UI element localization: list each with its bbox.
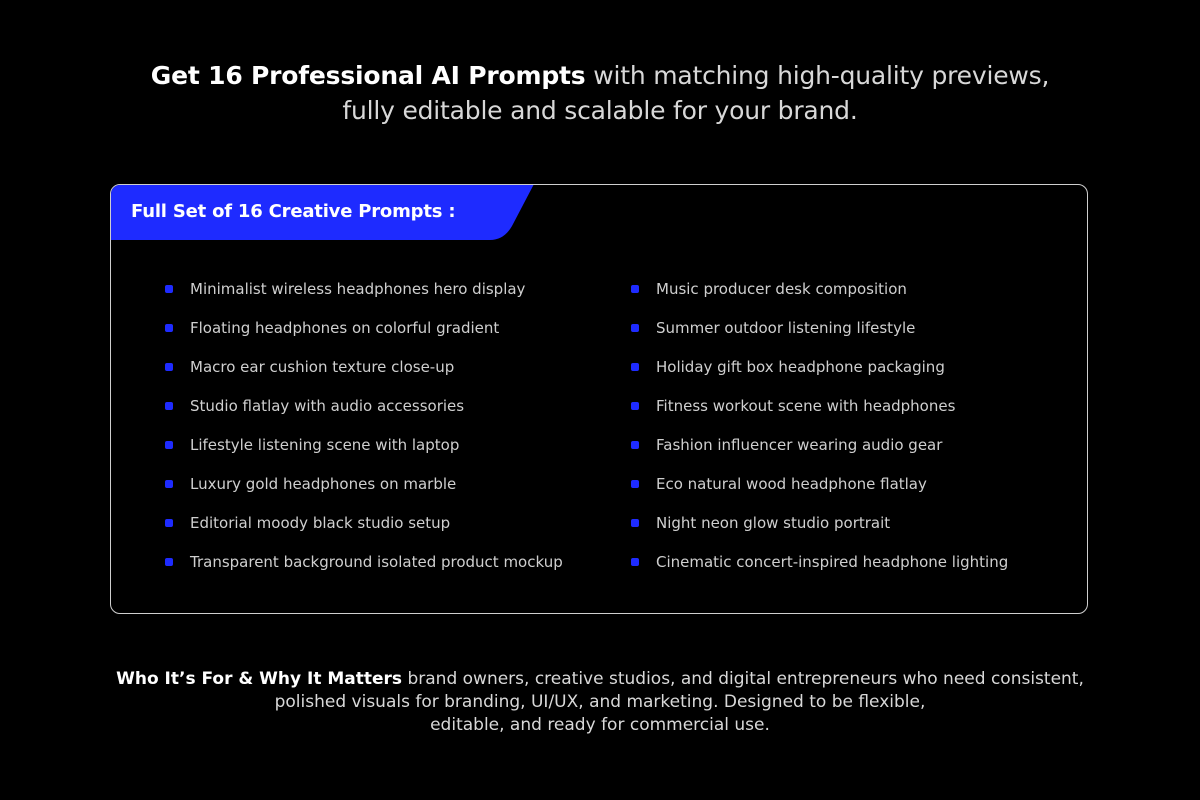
bullet-icon [631, 402, 639, 410]
bullet-icon [631, 285, 639, 293]
footer-text [0, 668, 1200, 737]
bullet-icon [165, 441, 173, 449]
list-item [163, 435, 563, 474]
list-item-label: Macro ear cushion texture close-up [190, 358, 455, 376]
list-item [163, 318, 563, 357]
footer-line-3: editable, and ready for commercial use. [430, 715, 770, 735]
headline-rest: with matching high-quality previews, [585, 61, 1050, 90]
footer-rest: brand owners, creative studios, and digital entrepreneurs who need consistent, [402, 669, 1084, 689]
footer-strong: Who It’s For & Why It Matters [116, 669, 403, 689]
list-item-label: Lifestyle listening scene with laptop [190, 436, 460, 454]
headline-strong: Get 16 Professional AI Prompts [150, 61, 586, 90]
bullet-icon [631, 324, 639, 332]
list-item [629, 435, 1008, 474]
headline [0, 58, 1200, 128]
list-item-label: Minimalist wireless headphones hero display [190, 280, 526, 298]
bullet-icon [165, 519, 173, 527]
list-item [629, 474, 1008, 513]
bullet-icon [165, 480, 173, 488]
headline-line-1 [0, 58, 1200, 93]
list-item-label: Music producer desk composition [656, 280, 907, 298]
list-item-label: Night neon glow studio portrait [656, 514, 891, 532]
list-item-label: Editorial moody black studio setup [190, 514, 451, 532]
list-item-label: Holiday gift box headphone packaging [656, 358, 945, 376]
list-item [163, 474, 563, 513]
footer-line-2: polished visuals for branding, UI/UX, and marketing. Designed to be flexible, [274, 692, 926, 712]
list-item [629, 279, 1008, 318]
list-item-label: Summer outdoor listening lifestyle [656, 319, 916, 337]
footer-line-1 [0, 668, 1200, 691]
bullet-icon [165, 402, 173, 410]
prompt-list-right [629, 279, 1008, 591]
bullet-icon [631, 558, 639, 566]
prompt-list-left [163, 279, 563, 591]
panel-title-tab [110, 184, 534, 240]
list-item [629, 552, 1008, 591]
list-item [163, 357, 563, 396]
bullet-icon [631, 441, 639, 449]
list-item [163, 279, 563, 318]
bullet-icon [165, 558, 173, 566]
bullet-icon [165, 285, 173, 293]
list-item-label: Floating headphones on colorful gradient [190, 319, 500, 337]
headline-line-2: fully editable and scalable for your brand. [342, 96, 858, 125]
bullet-icon [631, 480, 639, 488]
bullet-icon [165, 363, 173, 371]
list-item-label: Studio flatlay with audio accessories [190, 397, 465, 415]
list-item-label: Luxury gold headphones on marble [190, 475, 457, 493]
panel-title: Full Set of 16 Creative Prompts : [131, 201, 456, 222]
list-item-label: Fitness workout scene with headphones [656, 397, 956, 415]
list-item [629, 318, 1008, 357]
list-item [629, 357, 1008, 396]
list-item [629, 513, 1008, 552]
list-item-label: Eco natural wood headphone flatlay [656, 475, 927, 493]
bullet-icon [631, 519, 639, 527]
list-item-label: Fashion influencer wearing audio gear [656, 436, 943, 454]
list-item [163, 513, 563, 552]
list-item [629, 396, 1008, 435]
list-item [163, 552, 563, 591]
prompts-panel [110, 184, 1088, 614]
list-item-label: Transparent background isolated product mockup [190, 553, 563, 571]
bullet-icon [631, 363, 639, 371]
list-item-label: Cinematic concert-inspired headphone lighting [656, 553, 1009, 571]
bullet-icon [165, 324, 173, 332]
list-item [163, 396, 563, 435]
